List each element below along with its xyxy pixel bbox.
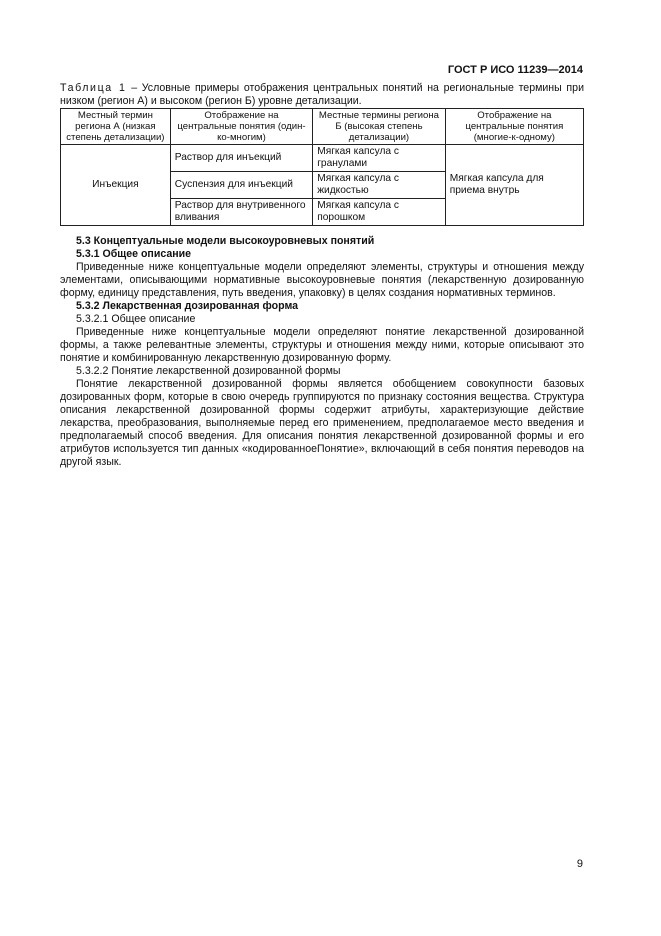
page-content [60, 82, 584, 469]
document-header: ГОСТ Р ИСО 11239—2014 [447, 64, 583, 76]
section-5-3-2-2-paragraph: Понятие лекарственной дозированной формы является обобщением совокупности базовых дозированных форм, которые в свою очередь группируются по признаку состояния вещества. Структура описания лекарственной дозированной формы содержит атрибуты, характеризующие действие лекарства, преобразования, выполняемые перед его применением, предполагаемое место введения и предполагаемый способ введения. Для описания понятия лекарственной дозированной формы и его атрибутов используется тип данных «кодированноеПонятие», включающий в себя понятия переводов на другой язык. [60, 378, 584, 468]
table-caption-text: – Условные примеры отображения центральных понятий на региональные термины при низком (регион А) и высоком (регион Б) уровне детализации. [60, 82, 584, 107]
section-5-3-1-heading: 5.3.1 Общее описание [76, 248, 192, 260]
page-number: 9 [576, 858, 583, 870]
header-region-a: Местный термин региона А (низкая степень детализации) [61, 109, 171, 145]
section-5-3-heading: 5.3 Концептуальные модели высокоуровневых понятий [76, 235, 375, 247]
region-b-term-cell: Мягкая капсула с гранулами [313, 145, 446, 172]
central-concept-one: Мягкая капсула для приема внутрь [445, 145, 583, 226]
region-b-term-cell: Мягкая капсула с порошком [313, 199, 446, 226]
central-concept-cell: Раствор для внутривенного вливания [170, 199, 312, 226]
mapping-table [60, 108, 584, 226]
region-b-term-cell: Мягкая капсула с жидкостью [313, 172, 446, 199]
table-caption [60, 82, 584, 108]
header-central-one-to-many: Отображение на центральные понятия (один-ко-многим) [170, 109, 312, 145]
region-a-term: Инъекция [61, 145, 171, 226]
section-5-3-2-1-paragraph: Приведенные ниже концептуальные модели определяют понятие лекарственной дозированной формы, а также релевантные элементы, структуры и отношения между ними, которые описывают это понятие и комбинированную лекарственную дозированную форму. [60, 326, 584, 364]
header-region-b: Местные термины региона Б (высокая степень детализации) [313, 109, 446, 145]
section-5-3-2-2-heading: 5.3.2.2 Понятие лекарственной дозированной формы [76, 365, 341, 377]
table-row [61, 145, 584, 172]
section-5-3-2-heading: 5.3.2 Лекарственная дозированная форма [76, 300, 299, 312]
central-concept-cell: Суспензия для инъекций [170, 172, 312, 199]
table-header-row [61, 109, 584, 145]
header-central-many-to-one: Отображение на центральные понятия (многие-к-одному) [445, 109, 583, 145]
section-5-3-2-1-heading: 5.3.2.1 Общее описание [76, 313, 196, 325]
central-concept-cell: Раствор для инъекций [170, 145, 312, 172]
section-5-3-1-paragraph: Приведенные ниже концептуальные модели определяют элементы, структуры и отношения между элементами, описывающими нормативные высокоуровневые понятия (лекарственную дозированную форму, единицу представления, путь введения, упаковку) в целях создания нормативных терминов. [60, 261, 584, 299]
table-caption-label: Таблица 1 [60, 82, 127, 94]
